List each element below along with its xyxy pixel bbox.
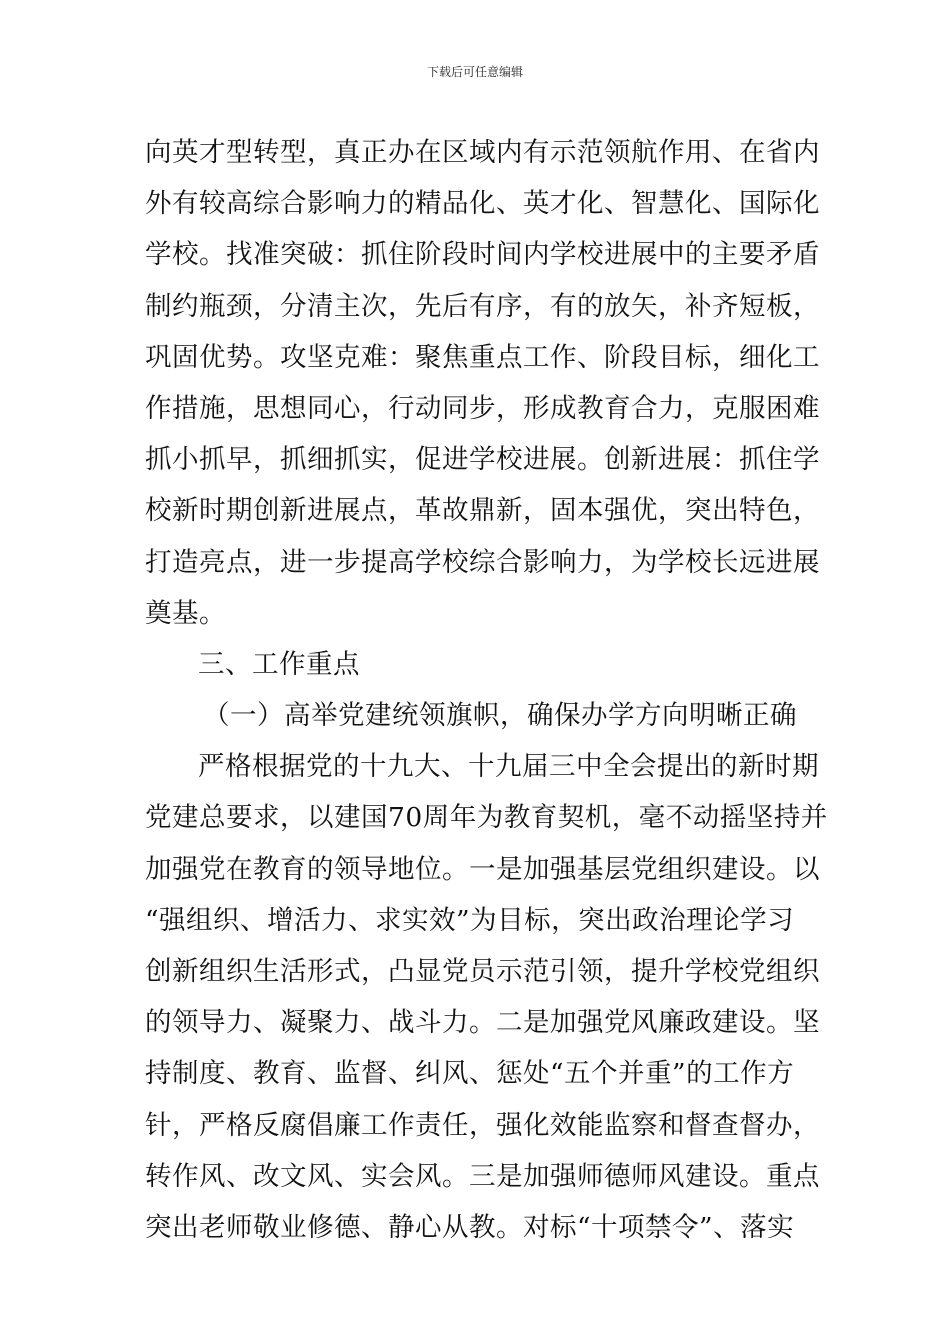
section-heading: 三、工作重点 bbox=[198, 648, 360, 680]
text-line: 打造亮点，进一步提高学校综合影响力，为学校长远进展 bbox=[145, 546, 820, 578]
text-line: 突出老师敬业修德、静心从教。对标“十项禁令”、落实 bbox=[145, 1211, 795, 1243]
text-line: 转作风、改文风、实会风。三是加强师德师风建设。重点 bbox=[145, 1160, 820, 1192]
text-line: 抓小抓早，抓细抓实，促进学校进展。创新进展：抓住学 bbox=[145, 444, 820, 476]
text-line: 制约瓶颈，分清主次，先后有序，有的放矢，补齐短板， bbox=[145, 290, 820, 322]
text-line: 外有较高综合影响力的精品化、英才化、智慧化、国际化 bbox=[145, 188, 820, 220]
document-body bbox=[145, 127, 828, 1253]
page-header: 下载后可任意编辑 bbox=[426, 65, 523, 79]
text-line: 加强党在教育的领导地位。一是加强基层党组织建设。以 bbox=[145, 853, 820, 885]
text-line: 向英才型转型，真正办在区域内有示范领航作用、在省内 bbox=[145, 137, 820, 168]
text-line: 针，严格反腐倡廉工作责任，强化效能监察和督查督办， bbox=[145, 1109, 820, 1141]
text-line: 创新组织生活形式，凸显党员示范引领，提升学校党组织 bbox=[145, 956, 820, 987]
text-line: 校新时期创新进展点，革故鼎新，固本强优，突出特色， bbox=[145, 495, 820, 527]
text-line: 严格根据党的十九大、十九届三中全会提出的新时期 bbox=[198, 751, 819, 783]
text-line: 学校。找准突破：抓住阶段时间内学校进展中的主要矛盾 bbox=[145, 239, 820, 271]
text-line: 持制度、教育、监督、纠风、惩处“五个并重”的工作方 bbox=[145, 1058, 795, 1090]
text-line: 的领导力、凝聚力、战斗力。二是加强党风廉政建设。坚 bbox=[145, 1007, 820, 1039]
subsection-heading: （一）高举党建统领旗帜，确保办学方向明晰正确 bbox=[203, 700, 797, 732]
text-line: 巩固优势。攻坚克难：聚焦重点工作、阶段目标，细化工 bbox=[145, 341, 820, 373]
text-line: 奠基。 bbox=[145, 597, 226, 629]
text-line: “强组织、增活力、求实效”为目标，突出政治理论学习 bbox=[145, 904, 795, 936]
text-line: 作措施，思想同心，行动同步，形成教育合力，克服困难 bbox=[145, 392, 820, 424]
text-line: 党建总要求，以建国70周年为教育契机，毫不动摇坚持并 bbox=[145, 802, 828, 834]
